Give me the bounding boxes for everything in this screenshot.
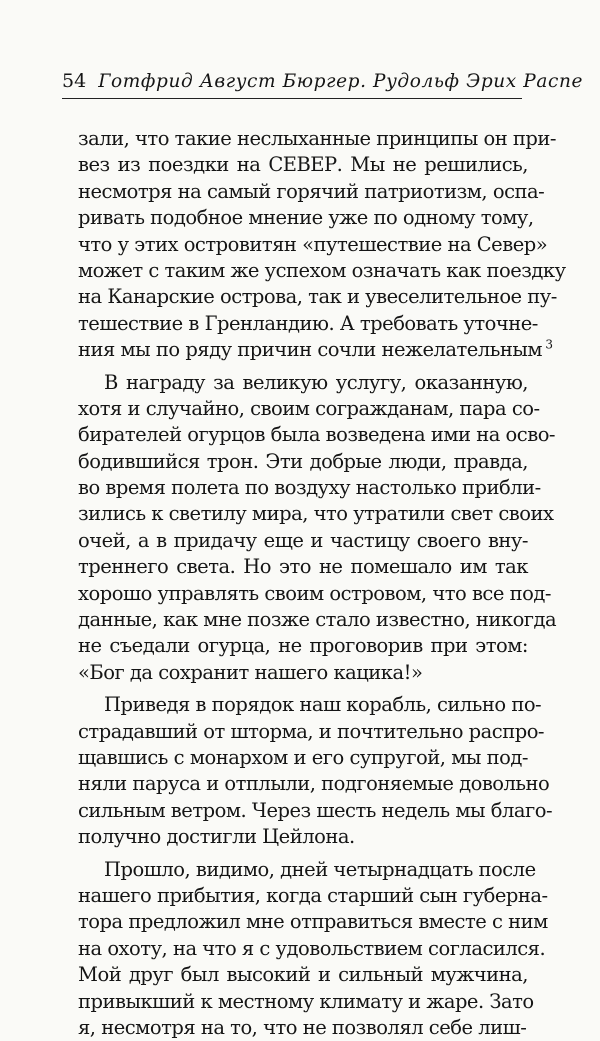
text-line: что у этих островитян «путешествие на Север» [78, 232, 548, 256]
text-line: нашего прибытия, когда старший сын губерна- [78, 883, 548, 907]
text-line: В награду за великую услугу, оказанную, [104, 370, 528, 394]
body-text [78, 126, 566, 1041]
text-line: получно достигли Цейлона. [78, 825, 355, 849]
page-number: 54 [62, 70, 87, 92]
text-line: данные, как мне позже стало известно, никогда [78, 608, 557, 632]
text-line: Прошло, видимо, дней четырнадцать после [104, 857, 536, 881]
paragraph [78, 857, 548, 1041]
text-line: «Бог да сохранит нашего кацика!» [78, 660, 423, 684]
text-line: очей, а в придачу еще и частицу своего вну- [78, 528, 528, 552]
text-line: зали, что такие неслыханные принципы он при- [78, 127, 556, 150]
text-line: несмотря на самый горячий патриотизм, оспа- [78, 179, 545, 203]
text-line: может с таким же успехом означать как поездку [78, 258, 566, 282]
text-line: на охоту, на что я с удовольствием согласился. [78, 936, 546, 960]
text-line: тешествие в Гренландию. А требовать уточне- [78, 311, 538, 335]
text-line: я, несмотря на то, что не позволял себе лиш- [78, 1015, 527, 1039]
text-line: няли паруса и отплыли, подгоняемые довольно [78, 772, 550, 796]
paragraph [78, 692, 553, 850]
text-line: сильным ветром. Через шесть недель мы благо- [78, 798, 553, 822]
text-line: тора предложил мне отправиться вместе с ним [78, 910, 548, 934]
text-line: на Канарские острова, так и увеселительное пу- [78, 285, 557, 309]
paragraph [78, 370, 557, 687]
running-title: Готфрид Август Бюргер. Рудольф Эрих Распе [98, 71, 584, 92]
footnote-ref[interactable]: 3 [542, 337, 553, 352]
text-line: страдавший от шторма, и почтительно распро- [78, 719, 545, 743]
text-line: хотя и случайно, своим согражданам, пара со- [78, 396, 540, 420]
text-line: вез из поездки на СЕВЕР. Мы не решились, [78, 153, 528, 177]
text-line: бодившийся трон. Эти добрые люди, правда, [78, 449, 528, 473]
text-line: щавшись с монархом и его супругой, мы под- [78, 745, 528, 769]
text-line: во время полета по воздуху настолько прибли- [78, 476, 541, 500]
text-line: ния мы по ряду причин сочли нежелательным $^3$ [78, 337, 553, 362]
text-line: ривать подобное мнение уже по одному тому, [78, 206, 534, 230]
text-line: привыкший к местному климату и жаре. Зато [78, 989, 534, 1013]
text-line: треннего света. Но это не помешало им так [78, 555, 528, 579]
text-line: хорошо управлять своим островом, что все под- [78, 581, 551, 605]
paragraph [78, 126, 566, 364]
text-line: бирателей огурцов была возведена ими на осво- [78, 423, 556, 447]
text-line: не съедали огурца, не проговорив при этом: [78, 634, 528, 658]
text-line: зились к светилу мира, что утратили свет своих [78, 502, 554, 526]
text-line: Приведя в порядок наш корабль, сильно по- [104, 693, 542, 717]
text-line: Мой друг был высокий и сильный мужчина, [78, 963, 528, 987]
page-header [62, 70, 584, 99]
